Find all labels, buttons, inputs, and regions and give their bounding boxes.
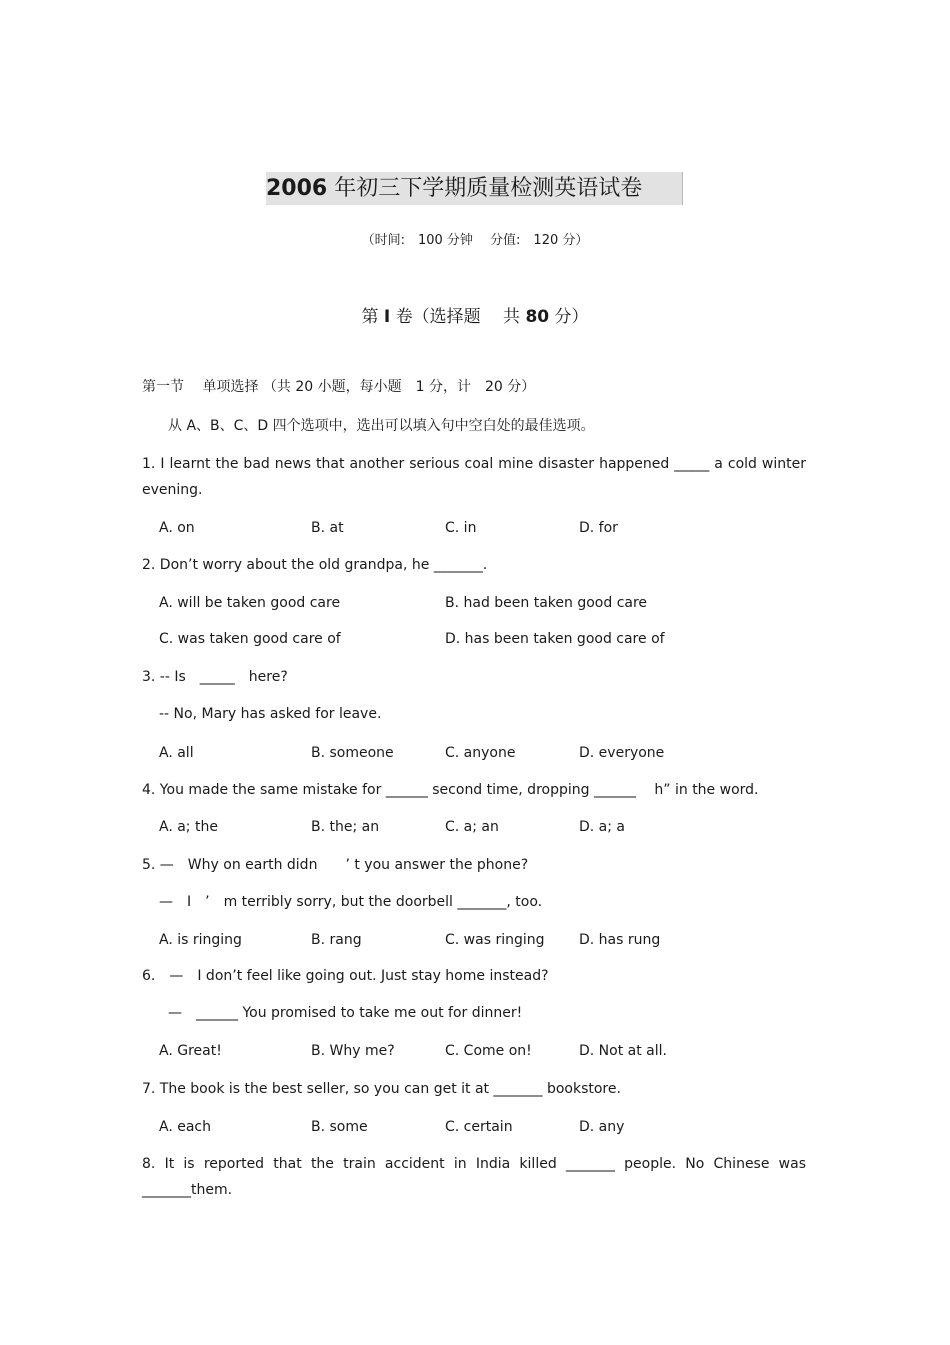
question-stem: 6. — I don’t feel like going out. Just stay home instead?	[142, 968, 549, 984]
option-b: B. at	[311, 520, 344, 536]
section-pre: 第	[361, 307, 384, 327]
option-c: C. a; an	[445, 819, 499, 835]
option-b: B. rang	[311, 932, 362, 948]
option-c: C. Come on!	[445, 1043, 532, 1059]
option-a: A. on	[159, 520, 195, 536]
option-c: C. anyone	[445, 745, 516, 761]
instructions: 从 A、B、C、D 四个选项中，选出可以填入句中空白处的最佳选项。	[168, 418, 595, 434]
option-b: B. had been taken good care	[445, 595, 648, 611]
option-c: C. was ringing	[445, 932, 545, 948]
question-stem: 7. The book is the best seller, so you can get it at _______ bookstore.	[142, 1081, 621, 1097]
option-b: B. Why me?	[311, 1043, 395, 1059]
option-d: D. has rung	[579, 932, 661, 948]
question-stem: 1. I learnt the bad news that another serious coal mine disaster happened _____ a cold winter evening.	[142, 456, 806, 498]
option-c: C. was taken good care of	[159, 631, 341, 647]
title-text: 年初三下学期质量检测英语试卷	[327, 176, 643, 201]
section-mid: 卷（选择题 共	[390, 307, 526, 327]
option-d: D. Not at all.	[579, 1043, 667, 1059]
question-dialogue-line: -- No, Mary has asked for leave.	[159, 706, 382, 722]
exam-meta: （时间: 100 分钟 分值: 120 分）	[361, 233, 589, 248]
option-d: D. everyone	[579, 745, 665, 761]
section-post: 分）	[549, 307, 589, 327]
option-a: A. will be taken good care	[159, 595, 341, 611]
option-a: A. all	[159, 745, 194, 761]
option-a: A. each	[159, 1119, 211, 1135]
section-roman: I	[383, 307, 391, 327]
exam-title	[266, 172, 683, 205]
option-b: B. some	[311, 1119, 368, 1135]
question-stem: 8. It is reported that the train accident in India killed _______ people. No Chinese was _______them.	[142, 1156, 806, 1198]
option-a: A. is ringing	[159, 932, 242, 948]
question-stem: 3. -- Is _____ here?	[142, 669, 288, 685]
part-header: 第一节 单项选择 （共 20 小题，每小题 1 分，计 20 分）	[142, 379, 536, 395]
question-dialogue-line: — ______ You promised to take me out for dinner!	[168, 1005, 523, 1021]
option-d: D. has been taken good care of	[445, 631, 665, 647]
section-score: 80	[525, 307, 550, 327]
option-d: D. for	[579, 520, 618, 536]
option-b: B. the; an	[311, 819, 380, 835]
option-d: D. any	[579, 1119, 625, 1135]
section-heading	[0, 302, 950, 327]
question-stem: 5. — Why on earth didn ’ t you answer the phone?	[142, 857, 529, 873]
option-b: B. someone	[311, 745, 394, 761]
option-a: A. Great!	[159, 1043, 222, 1059]
option-c: C. certain	[445, 1119, 513, 1135]
title-year: 2006	[266, 176, 328, 201]
option-d: D. a; a	[579, 819, 626, 835]
question-stem: 4. You made the same mistake for ______ second time, dropping ______ h” in the word.	[142, 782, 759, 798]
option-c: C. in	[445, 520, 477, 536]
question-stem: 2. Don’t worry about the old grandpa, he _______.	[142, 557, 488, 573]
option-a: A. a; the	[159, 819, 218, 835]
question-dialogue-line: — I ’ m terribly sorry, but the doorbell _______, too.	[159, 894, 543, 910]
